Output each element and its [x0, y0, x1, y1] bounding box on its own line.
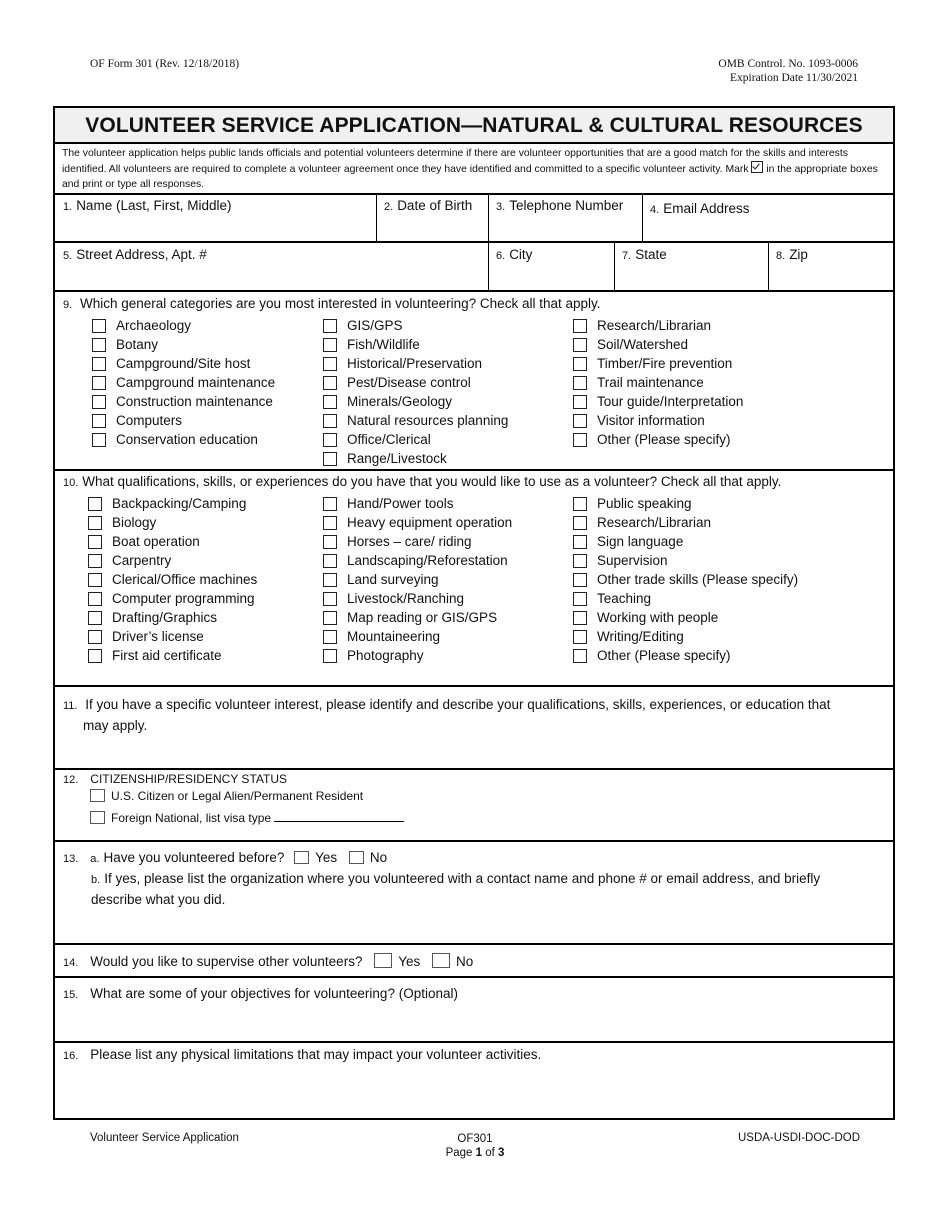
checkbox-label: Drafting/Graphics [112, 610, 218, 625]
checkbox-label: Research/Librarian [597, 318, 712, 333]
checkbox-label: Land surveying [347, 572, 439, 587]
checkbox-option[interactable] [88, 627, 204, 646]
checkbox[interactable] [573, 573, 587, 587]
checkbox[interactable] [92, 395, 106, 409]
checkbox-option[interactable] [92, 335, 158, 354]
footer-center: OF301 Page 1 of 3 [445, 1133, 505, 1159]
checkbox-option[interactable] [88, 513, 156, 532]
form-title: VOLUNTEER SERVICE APPLICATION—NATURAL & CULTURAL RESOURCES [55, 108, 893, 144]
checkbox-option[interactable] [323, 570, 439, 589]
checkbox-option[interactable] [323, 335, 420, 354]
intro-body: The volunteer application helps public lands officials and potential volunteers determine if there are volunteer opportunities that are a good match for the skills and interests identified. All volunteers are required to complete a volunteer agreement once they have identified and committed to a specific volunteer activity. [62, 148, 848, 175]
checkbox-option[interactable] [323, 411, 508, 430]
checkbox-option[interactable] [88, 608, 217, 627]
checkbox[interactable] [88, 573, 102, 587]
checkbox-label: Fish/Wildlife [347, 337, 420, 352]
checkbox-option[interactable] [323, 430, 431, 449]
checkbox-label: Campground maintenance [116, 375, 276, 390]
checkbox-option[interactable] [323, 494, 454, 513]
checkbox[interactable] [573, 592, 587, 606]
checkbox-label: Timber/Fire prevention [597, 356, 733, 371]
checkbox-label: Conservation education [116, 432, 258, 447]
checkbox[interactable] [573, 414, 587, 428]
checkbox[interactable] [573, 319, 587, 333]
checkbox[interactable] [88, 497, 102, 511]
checkbox[interactable] [88, 516, 102, 530]
checkbox[interactable] [573, 630, 587, 644]
checkbox[interactable] [323, 497, 337, 511]
checkbox[interactable] [573, 516, 587, 530]
checkbox[interactable] [323, 554, 337, 568]
checkbox-label: GIS/GPS [347, 318, 403, 333]
checkbox-label: Mountaineering [347, 629, 441, 644]
checkbox-option[interactable] [92, 430, 258, 449]
checkbox[interactable] [323, 630, 337, 644]
checkbox-option[interactable] [88, 646, 222, 665]
checkbox[interactable] [88, 592, 102, 606]
checkbox-option[interactable] [573, 430, 731, 449]
checkbox[interactable] [88, 611, 102, 625]
field-dob[interactable]: 2. Date of Birth [384, 198, 473, 213]
q15-question[interactable]: 15. What are some of your objectives for volunteering? (Optional) [63, 986, 458, 1001]
checkbox-label: Other (Please specify) [597, 648, 731, 663]
checkbox[interactable] [573, 338, 587, 352]
q14-question: 14. Would you like to supervise other volunteers? Yes No [63, 954, 474, 969]
checkbox-label: Boat operation [112, 534, 200, 549]
checkbox[interactable] [323, 395, 337, 409]
checkmark-icon [751, 161, 763, 173]
checkbox[interactable] [323, 357, 337, 371]
omb-control: OMB Control. No. 1093-0006 [718, 58, 858, 70]
expiration-date: Expiration Date 11/30/2021 [730, 72, 858, 84]
checkbox[interactable] [92, 319, 106, 333]
checkbox-option[interactable] [323, 513, 512, 532]
checkbox-label: Archaeology [116, 318, 192, 333]
checkbox-option[interactable] [323, 627, 440, 646]
checkbox[interactable] [92, 414, 106, 428]
visa-type-line[interactable] [274, 810, 404, 822]
checkbox-label: Backpacking/Camping [112, 496, 247, 511]
checkbox-label: Horses – care/ riding [347, 534, 472, 549]
checkbox-label: Teaching [597, 591, 652, 606]
checkbox-label: Writing/Editing [597, 629, 684, 644]
q13-no-checkbox[interactable] [349, 851, 364, 864]
checkbox[interactable] [573, 649, 587, 663]
q14-no-checkbox[interactable] [432, 953, 450, 968]
checkbox-option[interactable] [323, 392, 452, 411]
checkbox-label: Livestock/Ranching [347, 591, 465, 606]
checkbox[interactable] [92, 433, 106, 447]
checkbox-label: Soil/Watershed [597, 337, 689, 352]
checkbox[interactable] [573, 357, 587, 371]
checkbox-option[interactable] [323, 589, 464, 608]
checkbox-label: Trail maintenance [597, 375, 704, 390]
checkbox[interactable] [323, 376, 337, 390]
checkbox-label: Landscaping/Reforestation [347, 553, 508, 568]
checkbox-label: Biology [112, 515, 157, 530]
checkbox-label: Office/Clerical [347, 432, 431, 447]
q16-question[interactable]: 16. Please list any physical limitations that may impact your volunteer activities. [63, 1047, 542, 1062]
field-zip[interactable]: 8. Zip [776, 247, 808, 262]
footer-right: USDA-USDI-DOC-DOD [737, 1132, 860, 1144]
checkbox-option[interactable] [88, 570, 257, 589]
checkbox-option[interactable] [573, 646, 731, 665]
field-email[interactable]: 4. Email Address [650, 201, 750, 216]
checkbox[interactable] [573, 554, 587, 568]
checkbox-label: Map reading or GIS/GPS [347, 610, 498, 625]
q12-option-citizen[interactable]: U.S. Citizen or Legal Alien/Permanent Resident [90, 787, 363, 806]
checkbox[interactable] [573, 433, 587, 447]
intro-mark-prefix: Mark [725, 164, 749, 175]
field-name[interactable]: 1. Name (Last, First, Middle) [63, 198, 232, 213]
checkbox-option[interactable] [323, 354, 482, 373]
intro-text [62, 146, 887, 192]
checkbox[interactable] [573, 611, 587, 625]
field-telephone[interactable]: 3. Telephone Number [496, 198, 624, 213]
checkbox[interactable] [88, 649, 102, 663]
checkbox-option[interactable] [92, 373, 275, 392]
checkbox-label: Tour guide/Interpretation [597, 394, 744, 409]
checkbox-option[interactable] [573, 551, 668, 570]
application-form [53, 106, 895, 1120]
checkbox-option[interactable] [88, 494, 246, 513]
checkbox[interactable] [573, 395, 587, 409]
checkbox-option[interactable] [573, 373, 704, 392]
field-state[interactable]: 7. State [622, 247, 667, 262]
checkbox[interactable] [573, 497, 587, 511]
checkbox[interactable] [323, 611, 337, 625]
checkbox-label: Other trade skills (Please specify) [597, 572, 799, 587]
q13-yes-checkbox[interactable] [294, 851, 309, 864]
checkbox-option[interactable] [573, 316, 711, 335]
field-city[interactable]: 6. City [496, 247, 533, 262]
omb-info [718, 57, 858, 85]
checkbox-option[interactable] [92, 354, 250, 373]
checkbox-option[interactable] [573, 354, 732, 373]
checkbox-option[interactable] [573, 494, 692, 513]
checkbox-option[interactable] [323, 646, 424, 665]
checkbox-label: Construction maintenance [116, 394, 273, 409]
q12-heading: 12. CITIZENSHIP/RESIDENCY STATUS [63, 772, 287, 786]
checkbox-option[interactable] [323, 551, 508, 570]
checkbox-label: Working with people [597, 610, 719, 625]
checkbox-label: Heavy equipment operation [347, 515, 513, 530]
checkbox-label: Visitor information [597, 413, 705, 428]
checkbox[interactable] [92, 357, 106, 371]
checkbox-option[interactable] [92, 316, 191, 335]
checkbox-label: Historical/Preservation [347, 356, 483, 371]
checkbox-option[interactable] [573, 589, 651, 608]
checkbox-label: Pest/Disease control [347, 375, 471, 390]
checkbox-option[interactable] [573, 335, 688, 354]
checkbox-option[interactable] [88, 551, 171, 570]
checkbox[interactable] [573, 376, 587, 390]
checkbox[interactable] [323, 414, 337, 428]
checkbox-label: Computer programming [112, 591, 255, 606]
checkbox-option[interactable] [573, 570, 798, 589]
checkbox-option[interactable] [88, 589, 255, 608]
checkbox-label: Carpentry [112, 553, 172, 568]
intro-mark-suffix: in the appropriate boxes and print or type all responses. [62, 164, 878, 190]
checkbox-label: Natural resources planning [347, 413, 509, 428]
checkbox[interactable] [323, 649, 337, 663]
checkbox[interactable] [323, 338, 337, 352]
checkbox[interactable] [323, 592, 337, 606]
q10-question: 10. What qualifications, skills, or experiences do you have that you would like to use as a volunteer? Check all that apply. [63, 474, 782, 489]
checkbox-label: Photography [347, 648, 424, 663]
checkbox[interactable] [323, 319, 337, 333]
q11-question[interactable]: 11. If you have a specific volunteer interest, please identify and describe your qualifications, skills, experiences, or education that may apply. [63, 697, 831, 733]
checkbox[interactable] [323, 573, 337, 587]
footer-left: Volunteer Service Application [90, 1132, 239, 1144]
checkbox-label: First aid certificate [112, 648, 222, 663]
checkbox-option[interactable] [92, 392, 273, 411]
checkbox-label: Sign language [597, 534, 684, 549]
q9-question: 9. Which general categories are you most interested in volunteering? Check all that apply. [63, 296, 601, 311]
checkbox-label: Research/Librarian [597, 515, 712, 530]
checkbox-label: Clerical/Office machines [112, 572, 258, 587]
checkbox[interactable] [92, 376, 106, 390]
checkbox[interactable] [323, 433, 337, 447]
checkbox[interactable] [323, 452, 337, 466]
checkbox-label: Campground/Site host [116, 356, 251, 371]
checkbox-option[interactable] [323, 449, 447, 468]
checkbox-option[interactable] [573, 532, 683, 551]
checkbox-option[interactable] [573, 608, 718, 627]
checkbox-option[interactable] [573, 627, 684, 646]
checkbox-option[interactable] [323, 316, 403, 335]
checkbox-label: Driver’s license [112, 629, 204, 644]
checkbox-option[interactable] [88, 532, 200, 551]
checkbox[interactable] [88, 554, 102, 568]
checkbox[interactable] [92, 338, 106, 352]
q12-option-foreign[interactable]: Foreign National, list visa type [90, 809, 404, 828]
checkbox-label: Range/Livestock [347, 451, 447, 466]
checkbox[interactable] [88, 535, 102, 549]
checkbox-option[interactable] [573, 411, 705, 430]
field-street[interactable]: 5. Street Address, Apt. # [63, 247, 207, 262]
checkbox-label: Minerals/Geology [347, 394, 453, 409]
checkbox-option[interactable] [323, 608, 497, 627]
checkbox-option[interactable] [323, 532, 472, 551]
form-number: OF Form 301 (Rev. 12/18/2018) [90, 58, 240, 70]
checkbox-option[interactable] [573, 513, 711, 532]
checkbox-label: Public speaking [597, 496, 692, 511]
checkbox-label: Hand/Power tools [347, 496, 454, 511]
checkbox[interactable] [88, 630, 102, 644]
checkbox-label: Other (Please specify) [597, 432, 731, 447]
q14-yes-checkbox[interactable] [374, 953, 392, 968]
checkbox-option[interactable] [92, 411, 182, 430]
checkbox[interactable] [323, 516, 337, 530]
checkbox-label: Botany [116, 337, 159, 352]
checkbox[interactable] [323, 535, 337, 549]
q13-question: 13. a. Have you volunteered before? Yes No b. If yes, please list the organization where you volunteered with a contact name and phone # or email address, and briefly describe what you did. [63, 850, 821, 907]
checkbox-option[interactable] [573, 392, 743, 411]
checkbox[interactable] [573, 535, 587, 549]
checkbox-label: Supervision [597, 553, 668, 568]
checkbox-label: Computers [116, 413, 183, 428]
checkbox-option[interactable] [323, 373, 471, 392]
